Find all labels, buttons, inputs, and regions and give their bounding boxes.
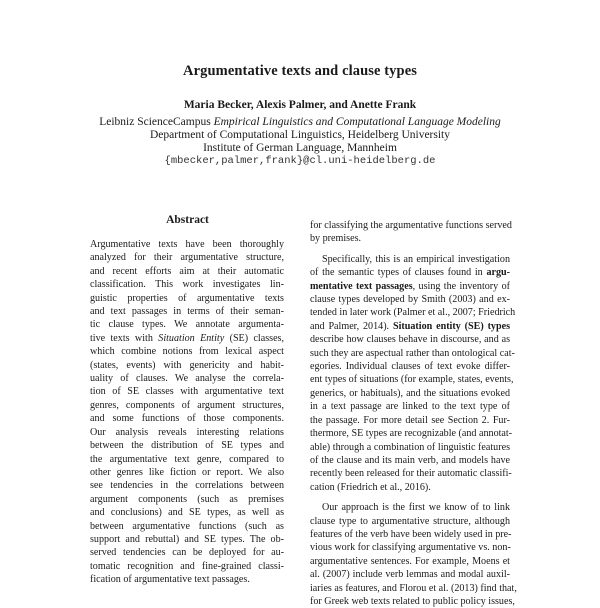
abstract-line: support and rebuttal) and SE types. The ob- (90, 533, 284, 545)
abstract-line: tic clause types. We annotate argumenta- (90, 319, 284, 331)
body-line: vious work for classifying argumentative vs. non- (310, 542, 511, 554)
abstract-line: other genres like fiction or report. We also (90, 466, 284, 478)
body-line: Our approach is the first we know of to link (322, 502, 510, 514)
abstract-line: classification. This work investigates lin- (90, 279, 284, 291)
abstract-line: (states, events) with genericity and habit- (90, 359, 284, 371)
affiliation-program: Empirical Linguistics and Computational Language Modeling (213, 116, 501, 128)
body-line: generics, or habituals), and the situations evoked (310, 387, 510, 399)
abstract-line: the argumentative text genre, compared to (90, 453, 284, 465)
body-line: egories. Individual clauses of text evoke differ- (310, 361, 510, 373)
situation-entity-term: Situation Entity (158, 332, 225, 344)
argumentative-passages-term: mentative text passages (310, 280, 413, 292)
body-line: able) through a combination of linguistic features (310, 441, 510, 453)
abstract-line: uality of clauses. We analyse the correla- (90, 373, 284, 385)
abstract-line: and conclusions) and SE types, as well as (90, 507, 284, 519)
abstract-line: which combine notions from lexical aspect (90, 346, 284, 358)
body-line: al. (2007) include verb lemmas and modal auxil- (310, 569, 510, 581)
abstract-line: tive texts with Situation Entity (SE) classes, (90, 332, 284, 344)
abstract-line: between the distribution of SE types and (90, 440, 284, 452)
abstract-line: and some functions of those components. (90, 413, 284, 425)
abstract-line: see tendencies in the correlations between (90, 480, 284, 492)
intro-body (310, 219, 517, 608)
body-line: for classifying the argumentative functions served (310, 220, 512, 231)
body-line: such they are aspectual rather than ontological cat- (310, 347, 515, 359)
abstract-line: Our analysis reveals interesting relations (90, 426, 284, 438)
abstract-line: analyzed for their argumentative structure, (90, 252, 284, 264)
abstract-line: fication of argumentative text passages. (90, 574, 250, 586)
body-line: for Greek web texts related to public policy issues, (310, 595, 515, 607)
abstract-line: Argumentative texts have been thoroughly (90, 239, 284, 250)
se-types-term: Situation entity (SE) types (392, 320, 510, 332)
body-line: the passage. For more detail see Section 2. Fur- (310, 414, 510, 426)
abstract-line: and recent efforts aim at their automatic (90, 265, 284, 277)
abstract-line: tion of SE classes with argumentative text (90, 386, 284, 398)
body-line: cation (Friedrich et al., 2016). (310, 481, 431, 493)
abstract-line: between argumentative functions (such as (90, 520, 284, 532)
paper-title: Argumentative texts and clause types (183, 63, 417, 79)
body-line: of the semantic types of clauses found in argu- (310, 267, 510, 279)
body-line: ent types of situations (for example, states, events, (310, 374, 514, 386)
affiliation-department: Department of Computational Linguistics, Heidelberg University (149, 129, 450, 141)
body-line: thermore, SE types are recognizable (and annotat- (310, 428, 513, 440)
abstract-line: guistic properties of argumentative texts (90, 292, 284, 304)
abstract-line: genres, components of argument structures, (90, 399, 284, 411)
abstract-heading: Abstract (166, 214, 209, 226)
abstract-line: tomatic recognition and fine-grained classi- (90, 560, 284, 572)
body-line: in a text passage are linked to the text type of (310, 401, 510, 413)
author-email: {mbecker,palmer,frank}@cl.uni-heidelberg.de (164, 155, 436, 167)
paper-authors: Maria Becker, Alexis Palmer, and Anette Frank (183, 99, 417, 111)
body-line: of the clause and its main verb, and models have (310, 454, 510, 466)
abstract-line: served tendencies can be deployed for au- (90, 547, 284, 559)
affiliation-prefix: Leibniz ScienceCampus (99, 116, 211, 128)
body-line: describe how clauses behave in discourse, and as (310, 334, 510, 346)
body-line: iaries as features, and Florou et al. (2013) find that, (310, 582, 517, 594)
body-line: by premises. (310, 233, 362, 245)
body-line: argumentative sentences. For example, Moens et (310, 555, 510, 567)
body-line: clause types developed by Smith (2003) and ex- (310, 294, 510, 306)
argumentative-passages-term: argu- (486, 267, 510, 279)
abstract-line: argument components (such as premises (90, 493, 284, 505)
body-line: features of the verb have been widely used in pre- (310, 528, 512, 540)
affiliation-campus (0, 116, 600, 128)
affiliation-institute: Institute of German Language, Mannheim (203, 142, 397, 154)
abstract-body (90, 238, 284, 587)
body-line: and Palmer, 2014). Situation entity (SE) types (310, 320, 510, 332)
body-line: recently been released for their automatic classifi- (310, 468, 512, 480)
abstract-line: and text passages in terms of their seman- (90, 306, 284, 318)
body-line: tended in later work (Palmer et al., 2007; Friedrich (310, 307, 516, 319)
body-line: Specifically, this is an empirical investigation (322, 253, 510, 265)
body-line: mentative text passages, using the inventory of (310, 280, 510, 292)
body-line: clause type to argumentative structure, although (310, 515, 510, 527)
